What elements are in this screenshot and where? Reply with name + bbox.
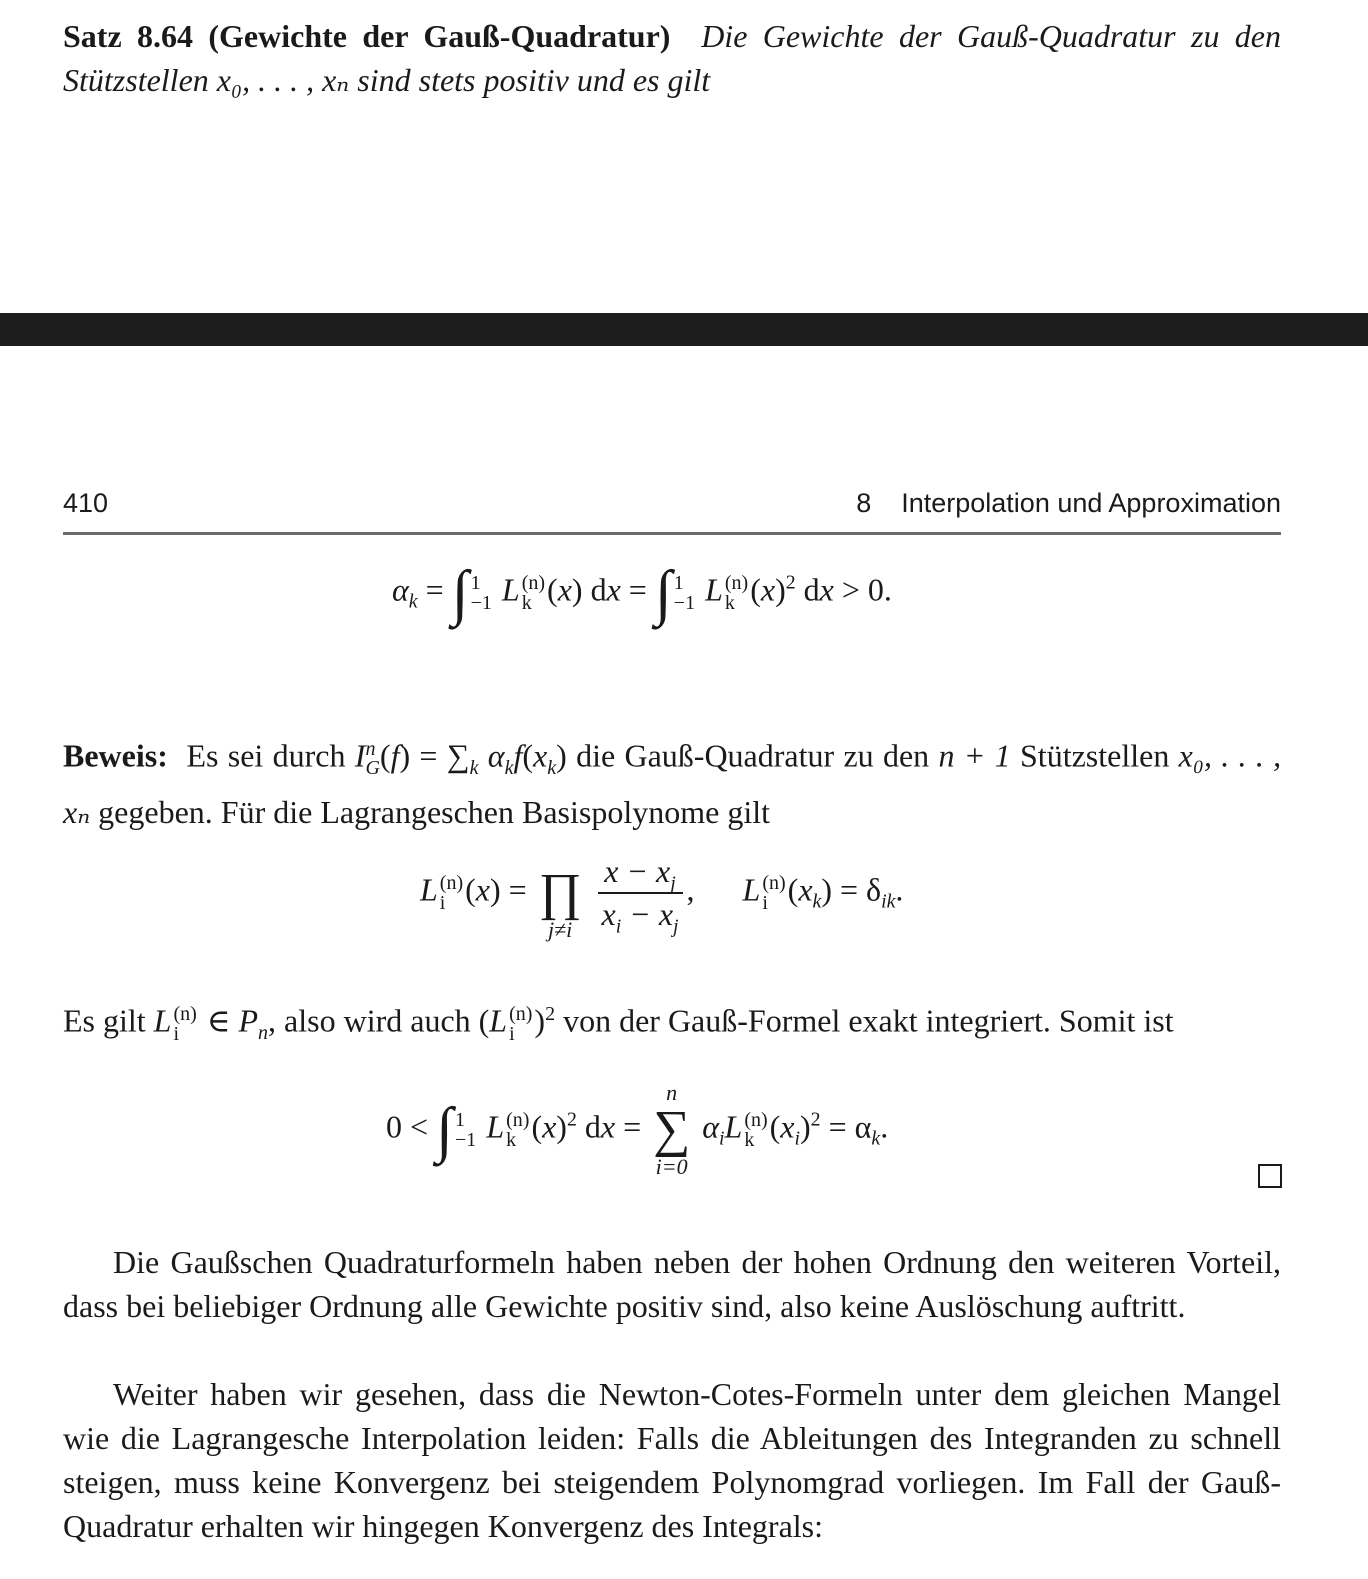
alpha-symbol: α bbox=[392, 571, 409, 608]
theorem-text-2: Stützstellen bbox=[63, 62, 209, 98]
formula-weights: $\alpha_k$ = ∫ 1 −1 L (n) k (x) dx = ∫ 1 −1 L (n) k $(x)^2$ dx > 0. bbox=[392, 559, 892, 627]
theorem-text-3: sind stets positiv und es gilt bbox=[357, 62, 711, 98]
proof-text-1: Es sei durch bbox=[186, 737, 346, 774]
page-separator-band bbox=[0, 313, 1368, 346]
exact-text-2: , also wird auch bbox=[268, 1002, 471, 1039]
theorem-text-1: Die Gewichte der Gauß-Quadratur zu den bbox=[701, 18, 1282, 54]
formula-alpha-end: = α bbox=[828, 1108, 872, 1145]
chapter-heading bbox=[856, 488, 1281, 519]
exact-text-3: von der Gauß-Formel exakt integriert. Somit ist bbox=[563, 1002, 1174, 1039]
paragraph-2: Weiter haben wir gesehen, dass die Newton-Cotes-Formeln unter dem gleichen Mangel wie die Lagrangesche Interpolation leiden: Falls die Ableitungen des Integranden zu schnell steigen, muss keine Konvergenz bei steigendem Polynomgrad vorliegen. Im Fall der Gauß-Quadratur erhalten wir hingegen Konvergenz des Integrals: bbox=[63, 1376, 1281, 1544]
formula-positivity: 0 < ∫ 1 −1 L (n) k $(x)^2$ dx = n ∑ i=0 $\alpha_iL$ (n) k $(x_i)^2 = \alpha_k$. bbox=[386, 1080, 889, 1179]
formula-weights-tail: > 0. bbox=[841, 571, 892, 608]
proof-text-4: gegeben. Für die Lagrangeschen Basispolynome gilt bbox=[98, 794, 770, 831]
delta-symbol: = δ bbox=[839, 871, 882, 908]
qed-box-icon bbox=[1258, 1164, 1282, 1188]
chapter-number: 8 bbox=[856, 488, 872, 518]
formula-lagrange: L (n) i (x) = ∏ j≠i $\frac{x - x_j}{x_i - x_j}$ , L (n) i $(x_k) = \delta_{ik}$. bbox=[420, 853, 904, 942]
proof-paragraph: Beweis: Es sei durch $I^n_G(f) = \sum_k$ $\alpha_kf(x_k)$ die Gauß-Quadratur zu den n + 1 Stützstellen x₀, . . . , xₙ gegeben. Für die Lagrangeschen Basispolynome gilt bbox=[63, 737, 1282, 831]
proof-label: Beweis: bbox=[63, 737, 168, 774]
paragraph-1: Die Gaußschen Quadraturformeln haben neben der hohen Ordnung den weiteren Vorteil, dass bei beliebiger Ordnung alle Gewichte positiv sind, also keine Auslöschung auftritt. bbox=[63, 1244, 1281, 1324]
theorem-statement bbox=[63, 14, 1281, 102]
running-header bbox=[63, 486, 1281, 526]
formula-zero: 0 < bbox=[386, 1108, 429, 1145]
proof-nodes: x₀, . . . , xₙ bbox=[63, 737, 1282, 831]
exactness-statement: Es gilt L (n) i ∈ $P_n$, also wird auch (L (n) i )$^2$ von der Gauß-Formel exakt integriert. Somit ist bbox=[63, 1002, 1174, 1046]
page-number: 410 bbox=[63, 488, 109, 518]
theorem-label: Satz 8.64 (Gewichte der Gauß-Quadratur) bbox=[63, 18, 671, 54]
proof-nplus1: n + 1 bbox=[938, 737, 1011, 774]
header-rule bbox=[63, 532, 1281, 535]
proof-text-3: Stützstellen bbox=[1020, 737, 1170, 774]
exact-text-1: Es gilt bbox=[63, 1002, 146, 1039]
theorem-nodes: x₀, . . . , xₙ bbox=[216, 62, 350, 98]
proof-text-2: die Gauß-Quadratur zu den bbox=[576, 737, 930, 774]
chapter-title: Interpolation und Approximation bbox=[901, 488, 1281, 518]
